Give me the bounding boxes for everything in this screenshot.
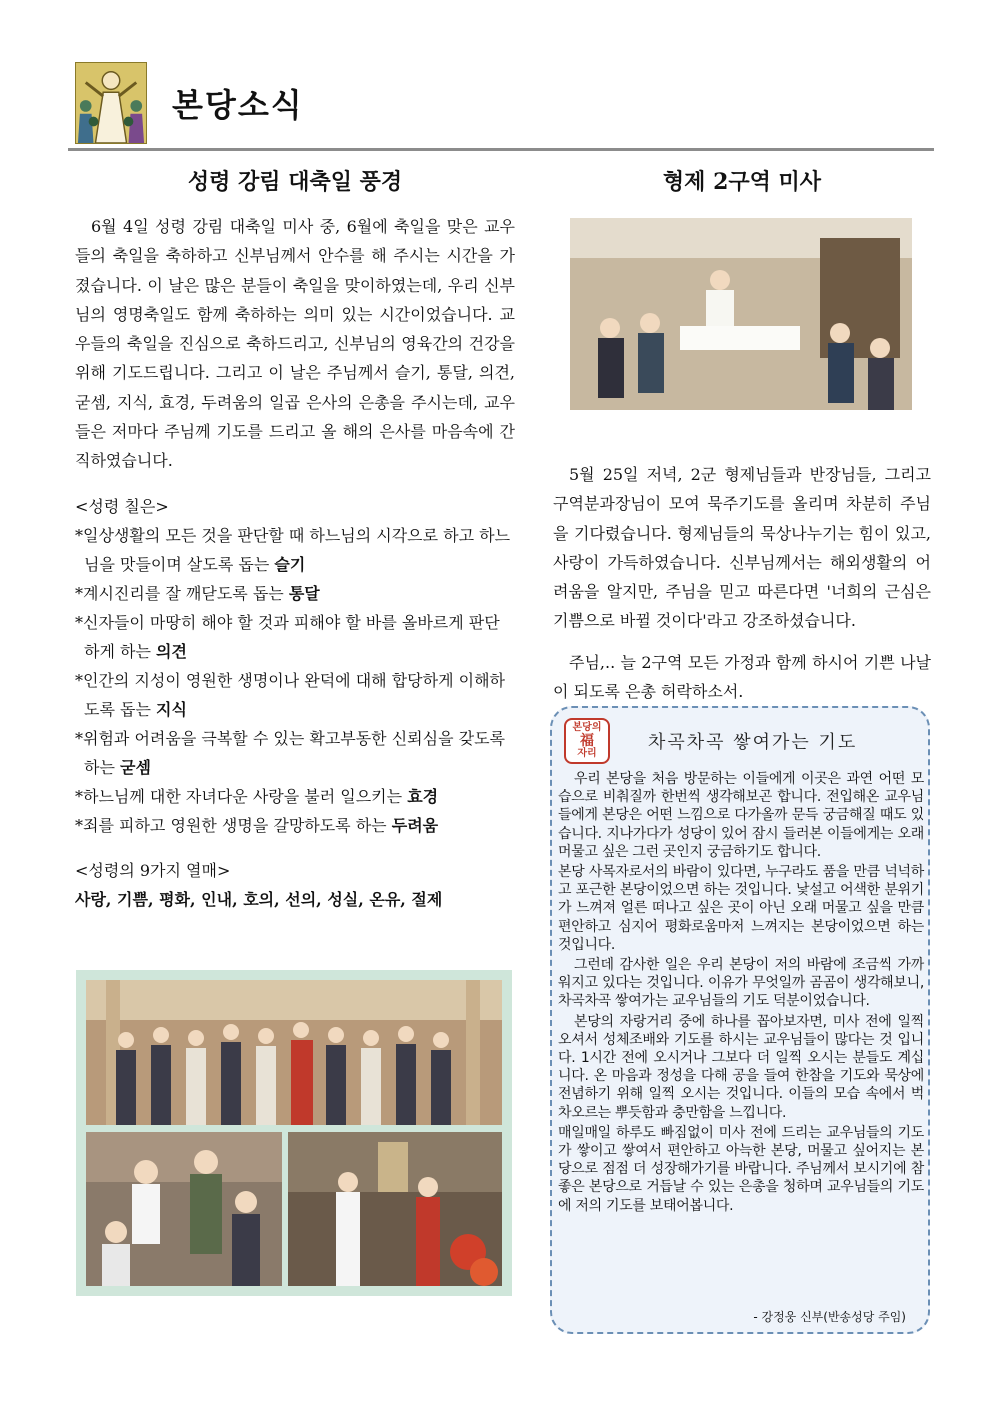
gifts-heading: <성령 칠은> (75, 496, 169, 516)
gifts-list (75, 521, 515, 840)
pentecost-article (75, 162, 515, 914)
fruits-list: 사랑, 기쁨, 평화, 인내, 호의, 선의, 성실, 온유, 절제 (75, 889, 443, 909)
page-title: 본당소식 (172, 86, 304, 124)
header-divider (68, 148, 934, 151)
list-item: *계시진리를 잘 깨닫도록 돕는 통달 (75, 583, 320, 603)
prayer-paragraph: 그런데 감사한 일은 우리 본당이 저의 바람에 조금씩 가까워지고 있다는 것입니다. 이유가 무엇일까 곰곰이 생각해보니, 차곡차곡 쌓여가는 교우님들의 기도 덕분이었습니다. (558, 957, 924, 1010)
list-item: *죄를 피하고 영원한 생명을 갈망하도록 하는 두려움 (75, 815, 439, 835)
district-mass-para1: 5월 25일 저녁, 2군 형제님들과 반장님들, 그리고 구역분과장님이 모여 묵주기도를 올리며 차분히 주님을 기다렸습니다. 형제님들의 묵상나누기는 힘이 있고, 사랑이 가득하였습니다. 신부님께서는 해외생활의 어려움을 알지만, 주님을 믿고 따른다면 '너희의 근심은 기쁨으로 바뀔 것이다'라고 강조하셨습니다. (553, 465, 931, 631)
prayer-paragraph: 본당의 자랑거리 중에 하나를 꼽아보자면, 미사 전에 일찍 오셔서 성체조배와 기도를 하시는 교우님들이 많다는 것 입니다. 1시간 전에 오시거나 그보다 더 일찍 오시는 분들도 계십니다. 온 마음과 정성을 다해 공을 들여 한참을 기도와 묵상에 전념하기 위해 일찍 오시는 것입니다. 이들의 모습 속에서 벅차오르는 뿌듯함과 충만함을 느낍니다. (558, 1013, 924, 1121)
prayer-paragraph: 우리 본당을 처음 방문하는 이들에게 이곳은 과연 어떤 모습으로 비춰질까 한번씩 생각해보곤 합니다. 전입해온 교우님들에게 본당은 어떤 느낌으로 다가올까 문득 궁금해질 때도 있습니다. 지나가다가 성당이 있어 잠시 들러본 이들에게는 오래 머물고 싶은 그런 곳인지 궁금하기도 합니다. (558, 771, 924, 860)
pentecost-photo-collage (76, 970, 512, 1296)
list-item: *일상생활의 모든 것을 판단할 때 하느님의 시각으로 하고 하느님을 맛들이며 살도록 돕는 슬기 (75, 525, 511, 574)
prayer-title: 차곡차곡 쌓여가는 기도 (648, 732, 858, 753)
prayer-column (550, 706, 930, 1334)
district-mass-title: 형제 2구역 미사 (662, 169, 822, 195)
prayer-signature: - 강정웅 신부(반송성당 주임) (753, 1310, 906, 1324)
prayer-paragraph: 본당 사목자로서의 바람이 있다면, 누구라도 품을 만큼 넉넉하고 포근한 본당이었으면 하는 것입니다. 낯설고 어색한 분위기가 느껴져 얼른 떠나고 싶은 곳이 아닌 오래 머물고 싶을 만큼 편안하고 심지어 평화로움마저 느껴지는 본당이었으면 하는 것입니다. (558, 864, 924, 953)
blessing-photo-right (288, 1132, 502, 1286)
prayer-body (558, 770, 924, 1217)
district-mass-para2: 주님,.. 늘 2구역 모든 가정과 함께 하시어 기쁜 나날이 되도록 은총 허락하소서. (553, 652, 931, 702)
pentecost-title: 성령 강림 대축일 풍경 (187, 169, 403, 195)
list-item: *인간의 지성이 영원한 생명이나 완덕에 대해 합당하게 이해하도록 돕는 지식 (75, 670, 506, 719)
list-item: *신자들이 마땅히 해야 할 것과 피해야 할 바를 올바르게 판단하게 하는 의견 (75, 612, 500, 661)
prayer-paragraph: 매일매일 하루도 빠짐없이 미사 전에 드리는 교우님들의 기도가 쌓이고 쌓여서 편안하고 아늑한 본당, 머물고 싶어지는 본당으로 점점 더 성장해가기를 바랍니다. 주님께서 보시기에 참 좋은 본당으로 거듭날 수 있는 은총을 청하며 교우님들의 기도에 저의 기도를 보태어봅니다. (558, 1124, 924, 1214)
parish-badge: 본당의 福 자리 (564, 718, 610, 764)
list-item: *하느님께 대한 자녀다운 사랑을 불러 일으키는 효경 (75, 786, 439, 806)
jesus-and-disciples-icon (75, 62, 147, 144)
fruits-heading: <성령의 9가지 열매> (75, 860, 231, 880)
group-photo (86, 980, 502, 1125)
pentecost-intro: 6월 4일 성령 강림 대축일 미사 중, 6월에 축일을 맞은 교우들의 축일을 축하하고 신부님께서 안수를 해 주시는 시간을 가졌습니다. 이 날은 많은 분들이 축일을 맞이하였는데, 우리 신부님의 영명축일도 함께 축하하는 의미 있는 시간이었습니다. 교우들의 축일을 진심으로 축하드리고, 신부님의 영육간의 건강을 위해 기도드립니다. 그리고 이 날은 주님께서 슬기, 통달, 의견, 굳셈, 지식, 효경, 두려움의 일곱 은사의 은총을 주시는데, 교우들은 저마다 주님께 기도를 드리고 올 해의 은사를 마음속에 간직하였습니다. (75, 217, 515, 471)
district-mass-photo (570, 218, 912, 410)
blessing-photo-left (86, 1132, 282, 1286)
list-item: *위험과 어려움을 극복할 수 있는 확고부동한 신뢰심을 갖도록 하는 굳셈 (75, 728, 506, 777)
